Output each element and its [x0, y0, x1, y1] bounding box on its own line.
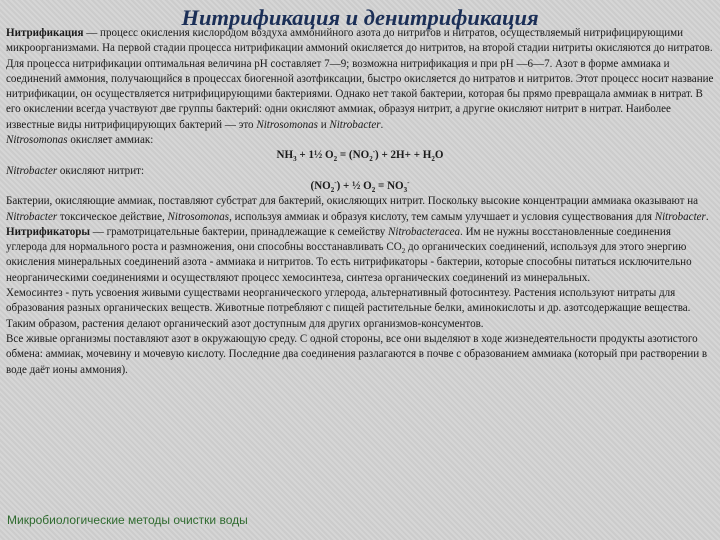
footer-caption: Микробиологические методы очистки воды [7, 513, 248, 527]
definition-text: — процесс окисления кислородом воздуха аммонийного азота до нитритов и нитратов, осуществляемый нитрифицирующими микроорганизмами. На первой стадии процесса нитрификации аммоний окисляется до нитритов, на второй стадии нитриты окисляются до нитратов. [6, 27, 713, 55]
paragraph-chemosynthesis: Хемосинтез - путь усвоения живыми существами неорганического углерода, альтернативный фотосинтезу. Растения используют нитраты для образования разных органических веществ. Животные потребляют с пищей растительные белки, аминокислоты и др. азотсодержащие вещества. Таким образом, растения делают органический азот доступным для других организмов-консументов. [6, 287, 691, 330]
paragraph-nitrification-definition [6, 26, 714, 57]
paragraph-text: окисляют нитрит: [57, 164, 145, 177]
family-name: Nitrobacteracea [388, 225, 461, 238]
genus-name: Nitrobacter [6, 210, 58, 223]
genus-name: Nitrosomonas [256, 118, 318, 131]
paragraph-nitrobacter [6, 164, 714, 179]
term-nitrifiers: Нитрификаторы [6, 225, 91, 238]
paragraph-substrate: Бактерии, окисляющие аммиак, поставляют субстрат для бактерий, окисляющих нитрит. Поскольку высокие концентрации аммиака оказывают на Nitrobacter токсическое действие, Nitrosomonas, используя аммиак и образуя кислоту, тем самым улучшает и условия существования для Nitrobacter. [6, 195, 709, 223]
paragraph-ph-and-bacteria [6, 57, 714, 133]
genus-name: Nitrosomonas [6, 134, 68, 147]
body-text [6, 26, 714, 378]
slide-title: Нитрификация и денитрификация [181, 5, 539, 30]
genus-name: Nitrobacter [6, 164, 58, 177]
genus-name: Nitrobacter [329, 118, 381, 131]
genus-name: Nitrobacter [654, 210, 706, 223]
paragraph-nitrosomonas [6, 133, 714, 148]
paragraph-text: Для процесса нитрификации оптимальная величина pH составляет 7—9; возможна нитрификация и при pH —6—7. Азот в форме аммиака и соединений аммония, получающийся в процессах биогенной азотфиксации, быстро окисляется до нитратов и нитритов. Этот процесс носит название нитрификации, он осуществляется нитрифицирующими бактериями. Однако нет такой бактерии, которая бы прямо превращала аммиак в нитрат. В его окислении всегда участвуют две группы бактерий: одни окисляют аммиак, образуя нитрит, а другие окисляют нитрит в нитрат. Наиболее известные виды нитрифицирующих бактерий — это [6, 57, 714, 131]
punctuation: . [380, 118, 384, 131]
term-nitrification: Нитрификация [6, 27, 84, 39]
genus-name: Nitrosomonas [167, 210, 230, 223]
conjunction: и [317, 118, 330, 131]
paragraph-text: окисляет аммиак: [67, 134, 154, 147]
paragraph-nitrogen-release: Все живые организмы поставляют азот в окружающую среду. С одной стороны, все они выделяют в ходе жизнедеятельности продукты азотистого обмена: аммиак, мочевину и мочевую кислоту. Последние два соединения разлагаются в почве с образованием аммиака (который при растворении в воде даёт ионы аммония). [6, 332, 708, 376]
equation-ammonia-oxidation: $NH_3$ + 1½ $O_2 = (NO_2^-) + 2H+ + H_2O$ [276, 147, 444, 164]
paragraph-nitrifiers: Нитрификаторы — грамотрицательные бактерии, принадлежащие к семейству Nitrobacteracea. Им не нужны восстановленные соединения углерода для нормального роста и размножения, они способны восстанавливать $CO_2$ до органических соединений, используя для этого энергию окисления минеральных соединений азота - аммиака и нитритов. То есть нитрификаторы - бактерии, которые способны питаться исключительно неорганическими соединениями и осуществляют процесс хемосинтеза, синтеза органических соединений из минеральных. [6, 225, 692, 284]
equation-nitrite-oxidation: $(NO_2^-)$ + ½ $O_2 = NO_3^-$ [310, 178, 410, 195]
